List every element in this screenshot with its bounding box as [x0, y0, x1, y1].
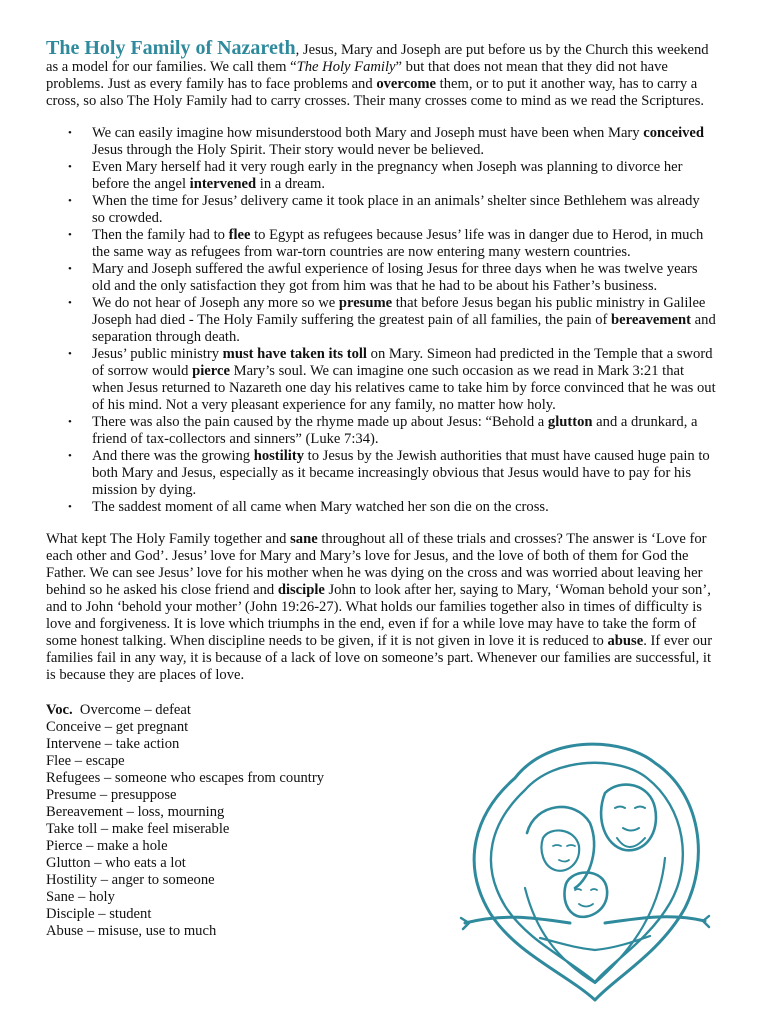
closing-bold-disciple: disciple: [277, 582, 325, 598]
bullet-bold-term: bereavement: [611, 312, 692, 328]
vocabulary-item: Bereavement – loss, mourning: [46, 804, 225, 820]
bullet-text: The saddest moment of all came when Mary watched her son die on the cross.: [92, 499, 549, 515]
vocabulary-item: Take toll – make feel miserable: [46, 821, 230, 837]
vocabulary-item: Flee – escape: [46, 753, 125, 769]
bullet-text: and a drunkard, a friend of tax-collectors and sinners” (Luke 7:34).: [92, 414, 698, 447]
closing-bold-abuse: abuse: [607, 633, 644, 649]
mary-veil: [527, 807, 594, 888]
bullet-bold-term: conceived: [643, 125, 705, 141]
bullet-bold-term: pierce: [192, 363, 230, 379]
bullet-icon: •: [68, 501, 72, 513]
bullet-text: Mary’s soul. We can imagine one such occasion as we read in Mark 3:21 that when Jesus returned to Nazareth one day his relatives came to take him by force convinced that he was out of his mind. Not a very pleasant experience for any family, no matter how holy.: [92, 363, 716, 413]
bullet-icon: •: [68, 297, 72, 309]
intro-bold-overcome: overcome: [376, 76, 437, 92]
closing-text-2: throughout all of these trials and crosses? The answer is ‘Love for each other and God’. Jesus’ love for Mary and Mary’s love for Jesus, and the love of both of them for God the Father. We can see Jesus’ love for his mother when he was dying on the cross and was worried about leaving her behind so he asked his close friend and: [46, 531, 707, 598]
bullet-icon: •: [68, 348, 72, 360]
bullet-item: [46, 414, 716, 448]
bullet-text: And there was the growing: [92, 448, 254, 464]
vocabulary-item: Hostility – anger to someone: [46, 872, 215, 888]
intro-text-1: , Jesus, Mary and Joseph are put before us by the Church this weekend as a model for our families. We call them “: [46, 42, 709, 75]
bullet-text: on Mary. Simeon had predicted in the Temple that a sword of sorrow would: [92, 346, 713, 379]
vocabulary-item: Sane – holy: [46, 889, 115, 905]
bullet-text: Jesus through the Holy Spirit. Their story would never be believed.: [92, 142, 485, 158]
bullet-text: that before Jesus began his public ministry in Galilee Joseph had died - The Holy Family suffering the greatest pain of all families, the pain of: [92, 295, 706, 328]
bullet-bold-term: glutton: [547, 414, 593, 430]
bullet-text: We can easily imagine how misunderstood both Mary and Joseph must have been when Mary: [92, 125, 644, 141]
bullet-item: [46, 125, 716, 159]
bullet-text: When the time for Jesus’ delivery came it took place in an animals’ shelter since Bethlehem was already so crowded.: [92, 193, 700, 226]
document-title: The Holy Family of Nazareth: [46, 37, 296, 59]
bullet-icon: •: [68, 263, 72, 275]
closing-bold-sane: sane: [290, 531, 318, 547]
bullet-item: [46, 159, 716, 193]
vocabulary-item: Pierce – make a hole: [46, 838, 168, 854]
bullet-text: to Jesus by the Jewish authorities that must have caused huge pain to both Mary and Jesus, especially as it became increasingly obvious that Jesus would have to pay for his mission by dying.: [92, 448, 710, 498]
vocabulary-item: Glutton – who eats a lot: [46, 855, 186, 871]
bullet-icon: •: [68, 229, 72, 241]
bullet-text: There was also the pain caused by the rhyme made up about Jesus: “Behold a: [92, 414, 548, 430]
vocabulary-item: Overcome – defeat: [79, 702, 191, 718]
bullet-bold-term: intervened: [189, 176, 257, 192]
closing-text-1: What kept The Holy Family together and: [46, 531, 291, 547]
bullet-item: [46, 193, 716, 227]
bullet-bold-term: hostility: [253, 448, 304, 464]
bullet-item: [46, 346, 716, 414]
bullet-icon: •: [68, 127, 72, 139]
bullet-list: [46, 125, 716, 516]
vocabulary-item: Disciple – student: [46, 906, 152, 922]
bullet-icon: •: [68, 195, 72, 207]
vocabulary-item: Abuse – misuse, use to much: [46, 923, 217, 939]
intro-italic-holy-family: The Holy Family: [296, 59, 396, 75]
vocabulary-item: Conceive – get pregnant: [46, 719, 189, 735]
closing-text-4: . If ever our families fail in any way, it is because of a lack of love on someone’s part. Whenever our families are successful, it is because they are places of love.: [46, 633, 713, 683]
closing-paragraph: [46, 531, 716, 684]
bullet-text: Then the family had to: [92, 227, 229, 243]
bullet-icon: •: [68, 416, 72, 428]
bullet-item: [46, 261, 716, 295]
vocabulary-item: Refugees – someone who escapes from country: [46, 770, 325, 786]
bullet-bold-term: must have taken its toll: [222, 346, 367, 362]
bullet-item: [46, 499, 716, 516]
bullet-item: [46, 448, 716, 499]
intro-paragraph: [46, 37, 716, 110]
bullet-item: [46, 227, 716, 261]
joseph-head: [601, 785, 656, 851]
bullet-bold-term: flee: [228, 227, 251, 243]
holy-family-illustration: [455, 738, 720, 1008]
vocabulary-heading: Voc.: [46, 702, 73, 718]
bullet-text: Even Mary herself had it very rough early in the pregnancy when Joseph was planning to divorce her before the angel: [92, 159, 683, 192]
intro-text-2: ” but that does not mean that they did not have problems. Just as every family has to face problems and: [46, 59, 668, 92]
bullet-icon: •: [68, 450, 72, 462]
child-head: [565, 873, 608, 917]
vocabulary-item: Presume – presuppose: [46, 787, 177, 803]
bullet-text: to Egypt as refugees because Jesus’ life was in danger due to Herod, in much the same way as refugees from war-torn countries are now entering many western countries.: [92, 227, 704, 260]
mary-face: [542, 830, 580, 870]
bullet-text: in a dream.: [256, 176, 326, 192]
vocabulary-heading-line: [46, 702, 716, 719]
bullet-text: Mary and Joseph suffered the awful experience of losing Jesus for three days when he was twelve years old and the only satisfaction they got from him was that he had to be about his Father’s business.: [92, 261, 698, 294]
bullet-icon: •: [68, 161, 72, 173]
intro-text-3: them, or to put it another way, has to carry a cross, so also The Holy Family had to carry crosses. Their many crosses come to mind as we read the Scriptures.: [46, 76, 705, 109]
bullet-text: We do not hear of Joseph any more so we: [92, 295, 339, 311]
bullet-item: [46, 295, 716, 346]
bullet-bold-term: presume: [338, 295, 393, 311]
closing-text-3: John to look after her, saying to Mary, ‘Woman behold your son’, and to John ‘behold your mother’ (John 19:26-27). What holds our families together also in times of difficulty is love and forgiveness. It is love which triumphs in the end, even if for a while love may have to take the form of some honest talking. When discipline needs to be given, if it is not given in love it is reduced to: [46, 582, 711, 649]
vocabulary-item: Intervene – take action: [46, 736, 180, 752]
bullet-text: Jesus’ public ministry: [92, 346, 223, 362]
bullet-text: and separation through death.: [92, 312, 716, 345]
